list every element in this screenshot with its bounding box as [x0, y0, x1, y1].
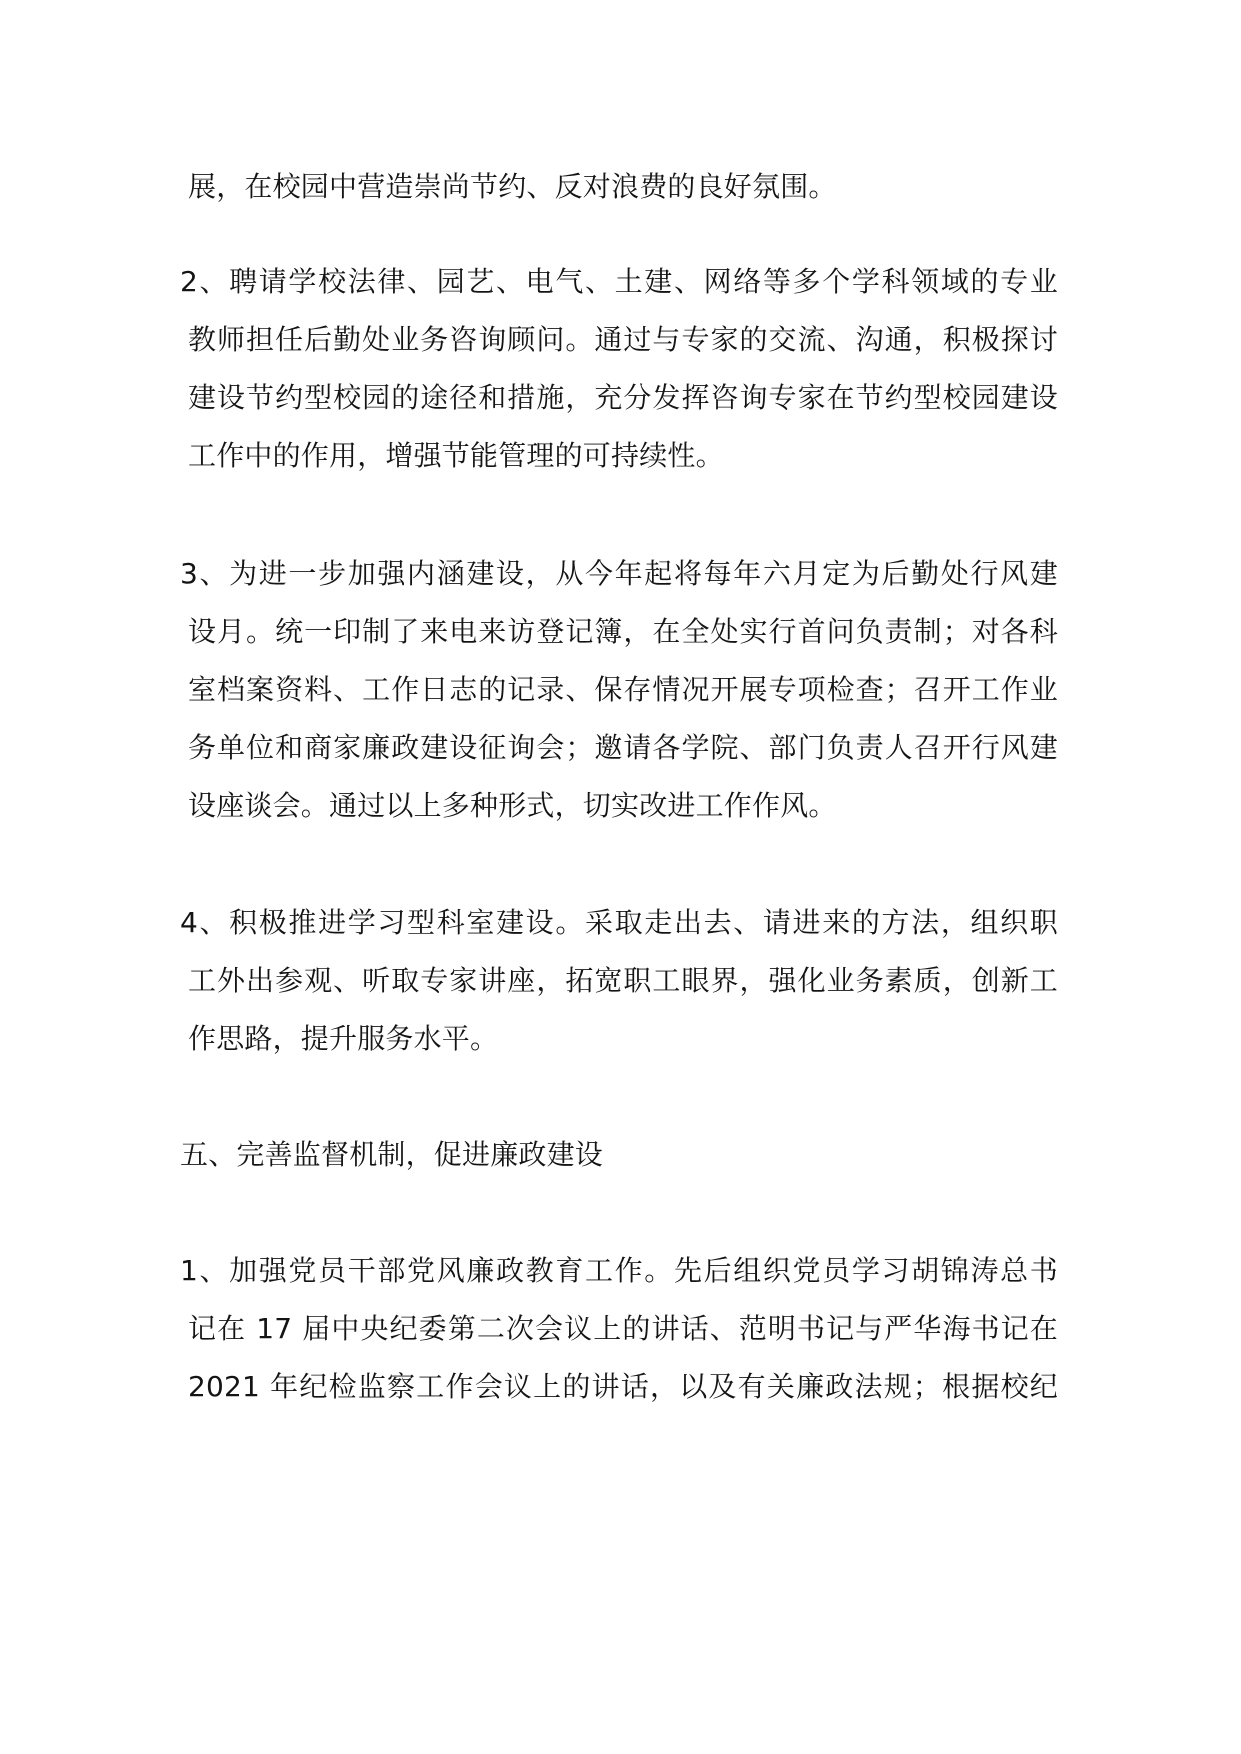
paragraph-2-line-2: 教师担任后勤处业务咨询顾问。通过与专家的交流、沟通，积极探讨 — [188, 323, 1058, 356]
section-heading: 五、完善监督机制，促进廉政建设 — [180, 1138, 604, 1171]
paragraph-2-line-4: 工作中的作用，增强节能管理的可持续性。 — [188, 439, 724, 472]
paragraph-4-line-1: 4、积极推进学习型科室建设。采取走出去、请进来的方法，组织职 — [180, 906, 1058, 939]
paragraph-4-line-2: 工外出参观、听取专家讲座，拓宽职工眼界，强化业务素质，创新工 — [188, 964, 1058, 997]
paragraph-3-line-2: 设月。统一印制了来电来访登记簿，在全处实行首问负责制；对各科 — [188, 615, 1058, 648]
paragraph-4-line-3: 作思路，提升服务水平。 — [188, 1022, 499, 1055]
paragraph-5-line-2: 记在 17 届中央纪委第二次会议上的讲话、范明书记与严华海书记在 — [188, 1312, 1058, 1345]
paragraph-3-line-3: 室档案资料、工作日志的记录、保存情况开展专项检查；召开工作业 — [188, 673, 1058, 706]
paragraph-3-line-4: 务单位和商家廉政建设征询会；邀请各学院、部门负责人召开行风建 — [188, 731, 1058, 764]
paragraph-2-line-1: 2、聘请学校法律、园艺、电气、土建、网络等多个学科领域的专业 — [180, 265, 1058, 298]
paragraph-5-line-1: 1、加强党员干部党风廉政教育工作。先后组织党员学习胡锦涛总书 — [180, 1254, 1058, 1287]
paragraph-3-line-1: 3、为进一步加强内涵建设，从今年起将每年六月定为后勤处行风建 — [180, 557, 1058, 590]
paragraph-3-line-5: 设座谈会。通过以上多种形式，切实改进工作作风。 — [188, 789, 837, 822]
paragraph-5-line-3: 2021 年纪检监察工作会议上的讲话，以及有关廉政法规；根据校纪 — [188, 1370, 1058, 1403]
paragraph-1-line-1: 展，在校园中营造崇尚节约、反对浪费的良好氛围。 — [188, 170, 837, 203]
paragraph-2-line-3: 建设节约型校园的途径和措施，充分发挥咨询专家在节约型校园建设 — [188, 381, 1058, 414]
